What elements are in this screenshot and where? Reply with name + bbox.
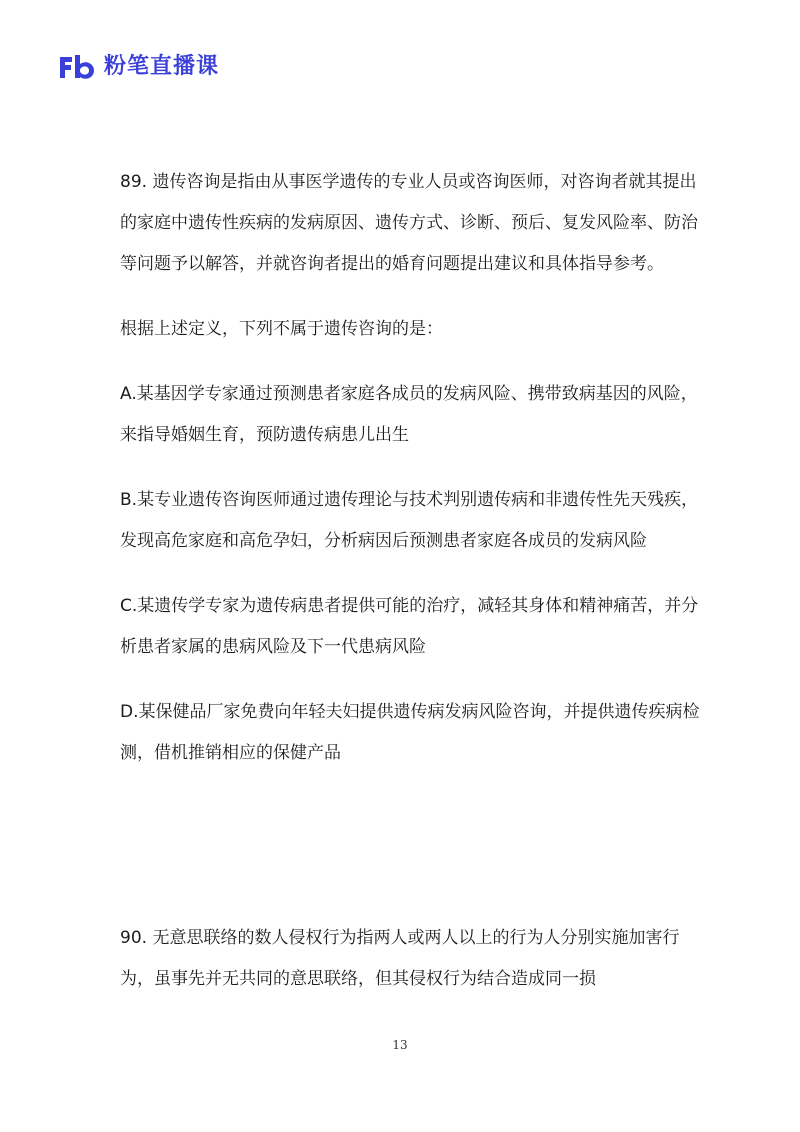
question-89 bbox=[120, 162, 700, 774]
fb-logo-icon bbox=[58, 53, 96, 81]
header bbox=[58, 52, 219, 82]
question-90 bbox=[120, 918, 700, 1000]
page-number: 13 bbox=[392, 1038, 408, 1052]
question-89-prompt: 根据上述定义，下列不属于遗传咨询的是： bbox=[120, 319, 443, 339]
question-90-stem: 90. 无意思联络的数人侵权行为指两人或两人以上的行为人分别实施加害行为，虽事先并无共同的意思联络，但其侵权行为结合造成同一损 bbox=[120, 928, 680, 989]
question-89-stem: 89. 遗传咨询是指由从事医学遗传的专业人员或咨询医师，对咨询者就其提出的家庭中遗传性疾病的发病原因、遗传方式、诊断、预后、复发风险率、防治等问题予以解答，并就咨询者提出的婚育问题提出建议和具体指导参考。 bbox=[120, 172, 698, 274]
option-b: B.某专业遗传咨询医师通过遗传理论与技术判别遗传病和非遗传性先天残疾，发现高危家庭和高危孕妇，分析病因后预测患者家庭各成员的发病风险 bbox=[120, 490, 699, 551]
option-c: C.某遗传学专家为遗传病患者提供可能的治疗，减轻其身体和精神痛苦，并分析患者家属的患病风险及下一代患病风险 bbox=[120, 596, 699, 657]
option-d: D.某保健品厂家免费向年轻夫妇提供遗传病发病风险咨询，并提供遗传疾病检测，借机推销相应的保健产品 bbox=[120, 702, 700, 763]
option-a: A.某基因学专家通过预测患者家庭各成员的发病风险、携带致病基因的风险，来指导婚姻生育，预防遗传病患儿出生 bbox=[120, 384, 698, 445]
brand-name: 粉笔直播课 bbox=[104, 54, 220, 79]
